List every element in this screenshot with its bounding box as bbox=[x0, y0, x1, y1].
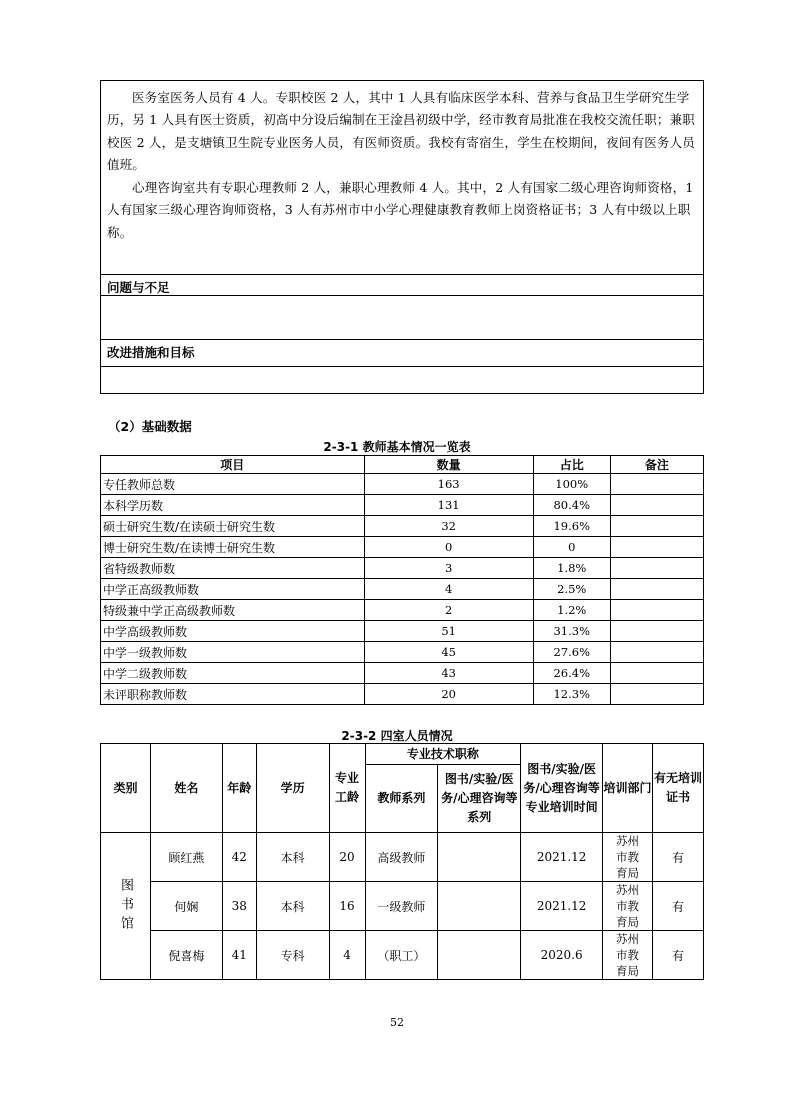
header-teacher-series: 教师系列 bbox=[365, 765, 438, 833]
header-item: 项目 bbox=[101, 456, 365, 474]
row-item: 省特级教师数 bbox=[101, 558, 365, 579]
improve-label: 改进措施和目标 bbox=[107, 345, 195, 360]
cell-teacher-series: 高级教师 bbox=[365, 833, 438, 882]
staff-description-box bbox=[100, 80, 704, 394]
cell-training-time: 2021.12 bbox=[521, 882, 603, 931]
row-count: 45 bbox=[364, 642, 533, 663]
divider bbox=[101, 295, 703, 296]
cell-years: 16 bbox=[329, 882, 365, 931]
issues-label: 问题与不足 bbox=[107, 280, 170, 295]
table-row bbox=[101, 931, 704, 980]
cell-years: 20 bbox=[329, 833, 365, 882]
row-note bbox=[610, 495, 703, 516]
header-ratio: 占比 bbox=[533, 456, 610, 474]
table-header-row bbox=[101, 744, 704, 765]
cell-other-series bbox=[438, 833, 521, 882]
row-item: 本科学历数 bbox=[101, 495, 365, 516]
table1-title: 2-3-1 教师基本情况一览表 bbox=[323, 440, 471, 454]
header-category: 类别 bbox=[101, 744, 151, 833]
medical-room-paragraph: 医务室医务人员有 4 人。专职校医 2 人，其中 1 人具有临床医学本科、营养与食品卫生学研究生学历，另 1 人具有医士资质，初高中分设后编制在王淦昌初级中学，经市教育局批准在我校交流任职；兼职校医 2 人，是支塘镇卫生院专业医务人员，有医师资质。我校有寄宿生，学生在校期间，夜间有医务人员值班。 bbox=[107, 90, 696, 173]
header-name: 姓名 bbox=[150, 744, 222, 833]
cell-certificate: 有 bbox=[653, 833, 704, 882]
table-row bbox=[101, 684, 704, 705]
header-count: 数量 bbox=[364, 456, 533, 474]
table-row bbox=[101, 474, 704, 495]
header-age: 年龄 bbox=[222, 744, 256, 833]
cell-certificate: 有 bbox=[653, 931, 704, 980]
row-item: 中学一级教师数 bbox=[101, 642, 365, 663]
page-number: 52 bbox=[390, 1016, 404, 1029]
row-count: 32 bbox=[364, 516, 533, 537]
row-note bbox=[610, 684, 703, 705]
table-row bbox=[101, 663, 704, 684]
header-education: 学历 bbox=[256, 744, 329, 833]
cell-age: 42 bbox=[222, 833, 256, 882]
table-row bbox=[101, 495, 704, 516]
row-count: 131 bbox=[364, 495, 533, 516]
row-note bbox=[610, 642, 703, 663]
header-training-time: 图书/实验/医务/心理咨询等专业培训时间 bbox=[521, 744, 603, 833]
cell-certificate: 有 bbox=[653, 882, 704, 931]
cell-training-dept: 苏州市教育局 bbox=[603, 931, 653, 980]
cell-other-series bbox=[438, 882, 521, 931]
row-item: 中学二级教师数 bbox=[101, 663, 365, 684]
row-note bbox=[610, 621, 703, 642]
row-note bbox=[610, 516, 703, 537]
counseling-room-paragraph: 心理咨询室共有专职心理教师 2 人，兼职心理教师 4 人。其中，2 人有国家二级心理咨询师资格，1 人有国家三级心理咨询师资格，3 人有苏州市中小学心理健康教育教师上岗资格证书；3 人有中级以上职称。 bbox=[107, 180, 694, 240]
cell-name: 倪喜梅 bbox=[150, 931, 222, 980]
cell-age: 38 bbox=[222, 882, 256, 931]
table-row bbox=[101, 558, 704, 579]
row-ratio: 80.4% bbox=[533, 495, 610, 516]
header-note: 备注 bbox=[610, 456, 703, 474]
header-other-series: 图书/实验/医务/心理咨询等系列 bbox=[438, 765, 521, 833]
table-row bbox=[101, 621, 704, 642]
cell-years: 4 bbox=[329, 931, 365, 980]
cell-age: 41 bbox=[222, 931, 256, 980]
row-ratio: 1.8% bbox=[533, 558, 610, 579]
row-count: 0 bbox=[364, 537, 533, 558]
row-count: 20 bbox=[364, 684, 533, 705]
row-ratio: 12.3% bbox=[533, 684, 610, 705]
divider bbox=[101, 339, 703, 340]
row-count: 2 bbox=[364, 600, 533, 621]
row-note bbox=[610, 558, 703, 579]
cell-education: 本科 bbox=[256, 833, 329, 882]
header-title-group: 专业技术职称 bbox=[365, 744, 521, 765]
table-row bbox=[101, 882, 704, 931]
table2-title: 2-3-2 四室人员情况 bbox=[341, 729, 453, 743]
category-cell: 图书馆 bbox=[101, 833, 151, 980]
divider bbox=[101, 366, 703, 367]
cell-training-dept: 苏州市教育局 bbox=[603, 833, 653, 882]
row-count: 3 bbox=[364, 558, 533, 579]
row-count: 163 bbox=[364, 474, 533, 495]
table-row bbox=[101, 600, 704, 621]
section-title: （2）基础数据 bbox=[108, 419, 192, 434]
cell-name: 顾红燕 bbox=[150, 833, 222, 882]
row-item: 硕士研究生数/在读硕士研究生数 bbox=[101, 516, 365, 537]
table-row bbox=[101, 833, 704, 882]
cell-teacher-series: （职工） bbox=[365, 931, 438, 980]
row-item: 博士研究生数/在读博士研究生数 bbox=[101, 537, 365, 558]
row-ratio: 26.4% bbox=[533, 663, 610, 684]
row-ratio: 1.2% bbox=[533, 600, 610, 621]
row-ratio: 27.6% bbox=[533, 642, 610, 663]
table-row bbox=[101, 579, 704, 600]
row-note bbox=[610, 579, 703, 600]
row-note bbox=[610, 474, 703, 495]
row-ratio: 31.3% bbox=[533, 621, 610, 642]
row-ratio: 19.6% bbox=[533, 516, 610, 537]
row-item: 未评职称教师数 bbox=[101, 684, 365, 705]
row-note bbox=[610, 600, 703, 621]
row-note bbox=[610, 663, 703, 684]
row-count: 51 bbox=[364, 621, 533, 642]
row-item: 专任教师总数 bbox=[101, 474, 365, 495]
row-item: 特级兼中学正高级教师数 bbox=[101, 600, 365, 621]
table-row bbox=[101, 642, 704, 663]
table-header-row bbox=[101, 456, 704, 474]
cell-education: 本科 bbox=[256, 882, 329, 931]
row-note bbox=[610, 537, 703, 558]
teacher-basic-table bbox=[100, 455, 704, 705]
header-certificate: 有无培训证书 bbox=[653, 744, 704, 833]
row-count: 43 bbox=[364, 663, 533, 684]
header-training-dept: 培训部门 bbox=[603, 744, 653, 833]
row-ratio: 2.5% bbox=[533, 579, 610, 600]
row-item: 中学正高级教师数 bbox=[101, 579, 365, 600]
cell-training-dept: 苏州市教育局 bbox=[603, 882, 653, 931]
cell-other-series bbox=[438, 931, 521, 980]
cell-training-time: 2021.12 bbox=[521, 833, 603, 882]
row-ratio: 0 bbox=[533, 537, 610, 558]
row-count: 4 bbox=[364, 579, 533, 600]
divider bbox=[101, 274, 703, 275]
table-row bbox=[101, 516, 704, 537]
header-years: 专业工龄 bbox=[329, 744, 365, 833]
row-ratio: 100% bbox=[533, 474, 610, 495]
row-item: 中学高级教师数 bbox=[101, 621, 365, 642]
cell-name: 何娴 bbox=[150, 882, 222, 931]
cell-education: 专科 bbox=[256, 931, 329, 980]
table-row bbox=[101, 537, 704, 558]
cell-teacher-series: 一级教师 bbox=[365, 882, 438, 931]
four-rooms-staff-table bbox=[100, 743, 704, 980]
cell-training-time: 2020.6 bbox=[521, 931, 603, 980]
